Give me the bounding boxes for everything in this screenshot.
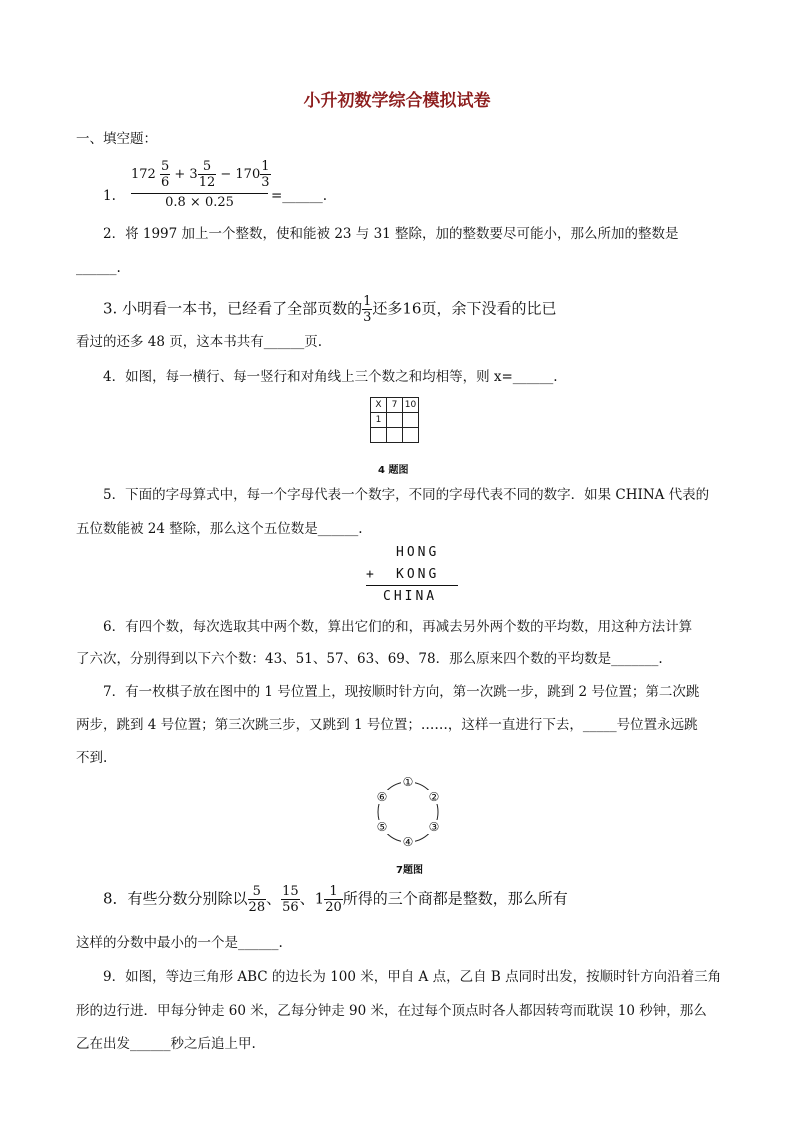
q7-node-6: ⑥ bbox=[376, 790, 388, 804]
q7-line3: 不到. bbox=[76, 750, 108, 766]
q7-circle-diagram bbox=[368, 772, 448, 852]
q8-int3: 1 bbox=[314, 889, 325, 908]
q3-frac-den: 3 bbox=[363, 310, 372, 325]
q5-line2: 五位数能被 24 整除，那么这个五位数是______. bbox=[76, 521, 363, 537]
q4-cell: X bbox=[371, 398, 387, 413]
q6-line1: 6．有四个数，每次选取其中两个数，算出它们的和，再减去另外两个数的平均数，用这种方法计算 bbox=[103, 619, 693, 635]
q2-line2: ______. bbox=[76, 260, 121, 276]
q3-line2: 看过的还多 48 页，这本书共有______页. bbox=[76, 334, 323, 350]
q8-line1 bbox=[103, 884, 568, 915]
q5-sum-line bbox=[366, 585, 458, 586]
q8-f1-den: 28 bbox=[248, 900, 266, 915]
q8-f3-num: 1 bbox=[324, 884, 343, 900]
q7-node-2: ② bbox=[428, 790, 440, 804]
q7-node-4: ④ bbox=[402, 835, 414, 849]
q8-f2-num: 15 bbox=[282, 884, 299, 899]
q6-line2: 了六次，分别得到以下六个数：43、51、57、63、69、78．那么原来四个数的平均数是_______. bbox=[76, 651, 663, 667]
q4-cell bbox=[387, 413, 403, 428]
q1-f1-den: 6 bbox=[160, 175, 170, 190]
q8-post: 所得的三个商都是整数，那么所有 bbox=[342, 889, 568, 908]
q1-f1-num: 5 bbox=[160, 159, 170, 174]
q4-cell: 10 bbox=[403, 398, 419, 413]
q1-main-fraction-bar bbox=[131, 193, 268, 194]
q4-magic-square bbox=[370, 397, 419, 443]
q8-pre: 8．有些分数分别除以 bbox=[103, 889, 248, 908]
q1-int1: 172 bbox=[131, 167, 156, 182]
q1-minus: − 170 bbox=[220, 167, 261, 182]
q7-node-1: ① bbox=[402, 775, 414, 789]
question-1 bbox=[103, 159, 363, 215]
q4-cell bbox=[387, 428, 403, 443]
q1-denominator: 0.8 × 0.25 bbox=[165, 195, 234, 210]
q9-line3: 乙在出发______秒之后追上甲. bbox=[76, 1036, 256, 1052]
q3-pre: 3. 小明看一本书，已经看了全部页数的 bbox=[103, 299, 363, 318]
q8-f2-den: 56 bbox=[282, 900, 299, 915]
q4-cell: 7 bbox=[387, 398, 403, 413]
q7-node-5: ⑤ bbox=[376, 820, 388, 834]
q5-line1: 5．下面的字母算式中，每一个字母代表一个数字，不同的字母代表不同的数字．如果 CHINA 代表的 bbox=[103, 487, 710, 503]
q1-answer-blank: =______. bbox=[271, 188, 328, 204]
q4-text: 4．如图，每一横行、每一竖行和对角线上三个数之和均相等，则 x=______. bbox=[103, 369, 558, 385]
q7-caption: 7题图 bbox=[396, 865, 423, 876]
q4-cell bbox=[403, 413, 419, 428]
q1-number: 1. bbox=[103, 188, 116, 204]
section-heading: 一、填空题： bbox=[76, 131, 157, 147]
q4-caption: 4 题图 bbox=[378, 465, 409, 476]
q9-line1: 9．如图，等边三角形 ABC 的边长为 100 米，甲自 A 点，乙自 B 点同时出发，按顺时针方向沿着三角 bbox=[103, 969, 722, 985]
q5-addend1: HONG bbox=[396, 545, 440, 560]
q1-plus: + 3 bbox=[174, 167, 198, 182]
q5-sum: CHINA bbox=[383, 589, 438, 604]
q1-f2-den: 12 bbox=[198, 175, 216, 190]
q8-f3-den: 20 bbox=[325, 900, 342, 915]
q8-sep1: 、 bbox=[266, 889, 282, 908]
q1-numerator bbox=[131, 159, 271, 190]
q4-cell bbox=[403, 428, 419, 443]
q8-sep2: 、 bbox=[299, 889, 315, 908]
q8-f1-num: 5 bbox=[248, 884, 267, 900]
q4-cell: 1 bbox=[371, 413, 387, 428]
q1-f3-den: 3 bbox=[261, 175, 270, 190]
q2-line1: 2．将 1997 加上一个整数，使和能被 23 与 31 整除，加的整数要尽可能小，那么所加的整数是 bbox=[103, 226, 679, 242]
q5-plus-sign: + bbox=[366, 567, 377, 582]
q1-f2-num: 5 bbox=[198, 159, 217, 175]
q7-line1: 7．有一枚棋子放在图中的 1 号位置上，现按顺时针方向，第一次跳一步，跳到 2 号位置；第二次跳 bbox=[103, 684, 700, 700]
q7-line2: 两步，跳到 4 号位置；第三次跳三步，又跳到 1 号位置；……，这样一直进行下去，_____号位置永远跳 bbox=[76, 717, 698, 733]
q9-line2: 形的边行进．甲每分钟走 60 米，乙每分钟走 90 米，在过每个顶点时各人都因转弯而耽误 10 秒钟，那么 bbox=[76, 1003, 707, 1019]
q7-node-3: ③ bbox=[428, 820, 440, 834]
q3-line1 bbox=[103, 294, 556, 325]
q5-addend2: KONG bbox=[396, 567, 440, 582]
q1-f3-num: 1 bbox=[261, 159, 270, 174]
q4-cell bbox=[371, 428, 387, 443]
q8-line2: 这样的分数中最小的一个是______. bbox=[76, 935, 283, 951]
q3-frac-num: 1 bbox=[363, 294, 372, 309]
q3-post: 还多16页，余下没看的比已 bbox=[372, 299, 557, 318]
page-title: 小升初数学综合模拟试卷 bbox=[303, 91, 491, 111]
